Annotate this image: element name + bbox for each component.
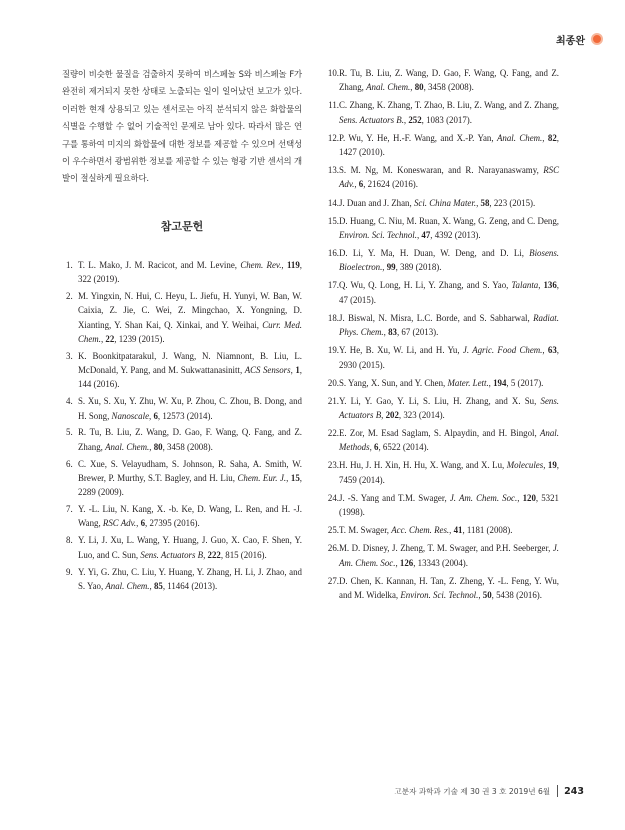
- references-title: 참고문헌: [160, 219, 204, 233]
- reference-item: 25. T. M. Swager, Acc. Chem. Res., 41, 1181 (2008).: [327, 525, 513, 536]
- page-header: [556, 29, 625, 49]
- footer-divider: [557, 785, 558, 797]
- reference-item: 23. H. Hu, J. H. Xin, H. Hu, X. Wang, and X. Lu, Molecules, 19, 7459 (2014).: [327, 460, 559, 485]
- reference-item: 7. Y. -L. Liu, N. Kang, X. -b. Ke, D. Wang, L. Ren, and H. -J. Wang, RSC Adv., 6, 27395 (2016).: [66, 504, 302, 529]
- page-footer: [394, 784, 625, 798]
- reference-list-right: [326, 66, 559, 602]
- reference-item: 9. Y. Yi, G. Zhu, C. Liu, Y. Huang, Y. Zhang, H. Li, J. Zhao, and S. Yao, Anal. Chem., 85, 11464 (2013).: [66, 566, 302, 591]
- reference-item: 22. E. Zor, M. Esad Saglam, S. Alpaydin, and H. Bingol, Anal. Methods, 6, 6522 (2014).: [327, 428, 559, 453]
- reference-item: 1. T. L. Mako, J. M. Racicot, and M. Levine, Chem. Rev., 119, 322 (2019).: [66, 259, 303, 285]
- reference-item: 18. J. Biswal, N. Misra, L.C. Borde, and S. Sabharwal, Radiat. Phys. Chem., 83, 67 (2013).: [327, 312, 559, 338]
- left-column: [62, 66, 302, 596]
- reference-item: 17. Q. Wu, Q. Long, H. Li, Y. Zhang, and S. Yao, Talanta, 136, 47 (2015).: [327, 280, 559, 305]
- reference-item: 12. P. Wu, Y. He, H.-F. Wang, and X.-P. Yan, Anal. Chem., 82, 1427 (2010).: [327, 132, 559, 158]
- journal-info: 고분자 과학과 기술 제 30 권 3 호 2019년 6월: [394, 786, 551, 796]
- reference-item: 14. J. Duan and J. Zhan, Sci. China Mater., 58, 223 (2015).: [327, 197, 536, 208]
- reference-item: 10. R. Tu, B. Liu, Z. Wang, D. Gao, F. Wang, Q. Fang, and Z. Zhang, Anal. Chem., 80, 3458 (2008).: [327, 68, 559, 93]
- reference-item: 20. S. Yang, X. Sun, and Y. Chen, Mater. Lett., 194, 5 (2017).: [327, 377, 544, 388]
- reference-item: 27. D. Chen, K. Kannan, H. Tan, Z. Zheng, Y. -L. Feng, Y. Wu, and M. Widelka, Environ. Sci. Technol., 50, 5438 (2016).: [327, 575, 559, 601]
- reference-item: 3. K. Boonkitpatarakul, J. Wang, N. Niamnont, B. Liu, L. McDonald, Y. Pang, and M. Sukwattanasinitt, ACS Sensors, 1, 144 (2016).: [66, 350, 302, 390]
- reference-item: 16. D. Li, Y. Ma, H. Duan, W. Deng, and D. Li, Biosens. Bioelectron., 99, 389 (2018).: [327, 248, 559, 273]
- body-paragraph: 질량이 비슷한 물질을 검출하지 못하여 비스페놀 S와 비스페놀 F가 완전히 제거되지 못한 상태로 노출되는 일이 일어났던 보고가 있다. 이러한 현재 상용되고 있는 센서로는 아직 분석되지 않은 화합물의 식별을 수행할 수 없어 기술적인 문제로 남아 있다. 따라서 많은 연구를 통하여 미지의 화합물에 대한 정보를 제공할 수 있으며 선택성이 우수하면서 광범위한 정보를 제공할 수 있는 형광 기반 센서의 개발이 절실하게 필요하다.: [62, 69, 302, 184]
- author-name: 최종완: [556, 35, 585, 47]
- reference-item: 13. S. M. Ng, M. Koneswaran, and R. Narayanaswamy, RSC Adv., 6, 21624 (2016).: [327, 165, 559, 190]
- reference-item: 24. J. -S. Yang and T.M. Swager, J. Am. Chem. Soc., 120, 5321 (1998).: [327, 492, 559, 518]
- reference-item: 21. Y. Li, Y. Gao, Y. Li, S. Liu, H. Zhang, and X. Su, Sens. Actuators B, 202, 323 (2014).: [327, 395, 559, 420]
- reference-item: 5. R. Tu, B. Liu, Z. Wang, D. Gao, F. Wang, Q. Fang, and Z. Zhang, Anal. Chem., 80, 3458 (2008).: [66, 427, 302, 452]
- reference-item: 4. S. Xu, S. Xu, Y. Zhu, W. Xu, P. Zhou, C. Zhou, B. Dong, and H. Song, Nanoscale, 6, 12573 (2014).: [66, 396, 302, 421]
- reference-item: 19. Y. He, B. Xu, W. Li, and H. Yu, J. Agric. Food Chem., 63, 2930 (2015).: [327, 345, 560, 370]
- reference-item: 8. Y. Li, J. Xu, L. Wang, Y. Huang, J. Guo, X. Cao, F. Shen, Y. Luo, and C. Sun, Sens. Actuators B, 222, 815 (2016).: [66, 535, 302, 560]
- reference-item: 15. D. Huang, C. Niu, M. Ruan, X. Wang, G. Zeng, and C. Deng, Environ. Sci. Technol., 47, 4392 (2013).: [327, 215, 559, 240]
- reference-item: 11. C. Zhang, K. Zhang, T. Zhao, B. Liu, Z. Wang, and Z. Zhang, Sens. Actuators B., 252, 1083 (2017).: [328, 100, 559, 125]
- reference-item: 26. M. D. Disney, J. Zheng, T. M. Swager, and P.H. Seeberger, J. Am. Chem. Soc., 126, 13343 (2004).: [327, 543, 559, 568]
- right-column: [326, 66, 559, 606]
- accent-dot-icon: [591, 33, 603, 45]
- page-number: 243: [564, 785, 584, 797]
- reference-item: 6. C. Xue, S. Velayudham, S. Johnson, R. Saha, A. Smith, W. Brewer, P. Murthy, S.T. Bagley, and H. Liu, Chem. Eur. J., 15, 2289 (2009).: [66, 458, 302, 498]
- reference-item: 2. M. Yingxin, N. Hui, C. Heyu, L. Jiefu, H. Yunyi, W. Ban, W. Caixia, Z. Jie, C. Wei, Z. Mingchao, X. Yongning, D. Xianting, Y. Shan Kai, Q. Xinkai, and Y. Weihai, Curr. Med. Chem., 22, 1239 (2015).: [66, 291, 302, 344]
- reference-list-left: [62, 258, 302, 593]
